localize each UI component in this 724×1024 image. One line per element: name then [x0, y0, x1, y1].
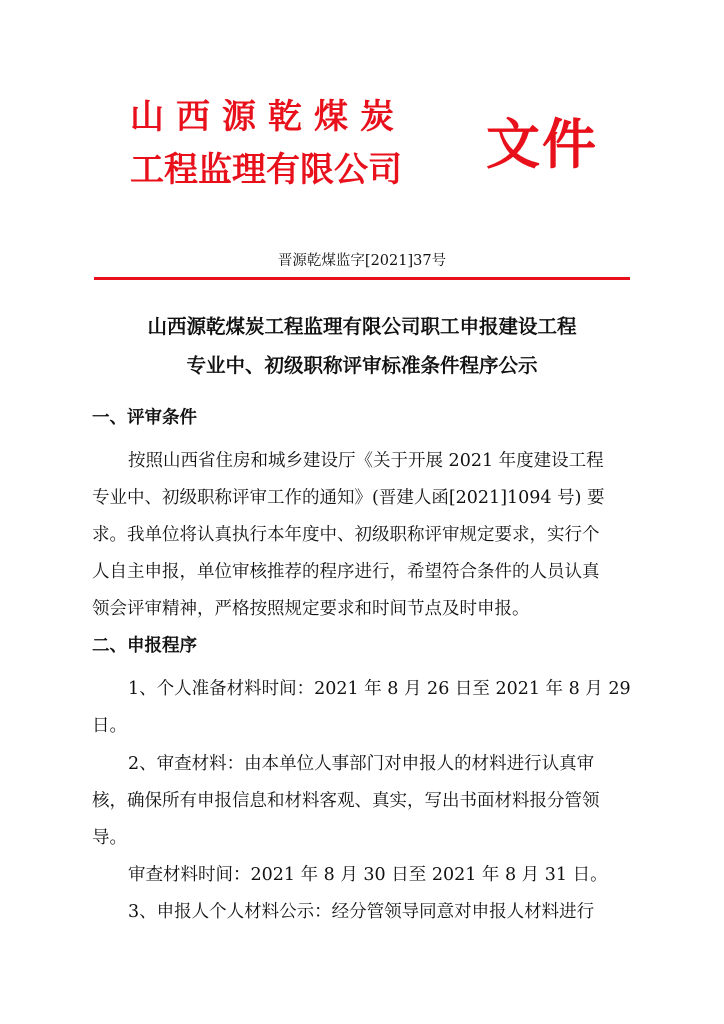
document-number: 晋源乾煤监字[2021]37号: [277, 253, 447, 269]
section2-item-line: 日。: [92, 716, 127, 736]
section2-item-line: 1、个人准备材料时间：2021 年 8 月 26 日至 2021 年 8 月 29: [128, 679, 631, 699]
section1-paragraph-line: 按照山西省住房和城乡建设厅《关于开展 2021 年度建设工程: [128, 451, 604, 471]
organization-name-line2: 工程监理有限公司: [130, 150, 402, 190]
section2-item-line: 导。: [92, 828, 127, 848]
organization-name-line1: 山西源乾煤炭: [130, 97, 406, 137]
document-title-line1: 山西源乾煤炭工程监理有限公司职工申报建设工程: [147, 315, 577, 338]
section2-heading: 二、申报程序: [92, 636, 197, 656]
section2-item-line: 2、审查材料：由本单位人事部门对申报人的材料进行认真审: [128, 754, 595, 774]
document-title-line2: 专业中、初级职称评审标准条件程序公示: [186, 354, 538, 377]
section1-paragraph-line: 求。我单位将认真执行本年度中、初级职称评审规定要求，实行个: [92, 525, 600, 545]
section1-heading: 一、评审条件: [92, 408, 197, 428]
section2-item-line: 3、申报人个人材料公示：经分管领导同意对申报人材料进行: [128, 902, 595, 922]
section2-item-line: 审查材料时间：2021 年 8 月 30 日至 2021 年 8 月 31 日。: [128, 865, 608, 885]
red-divider-line: [94, 277, 630, 280]
section1-paragraph-line: 领会评审精神，严格按照规定要求和时间节点及时申报。: [92, 599, 530, 619]
section1-paragraph-line: 专业中、初级职称评审工作的通知》(晋建人函[2021]1094 号) 要: [92, 488, 605, 508]
section1-paragraph-line: 人自主申报，单位审核推荐的程序进行，希望符合条件的人员认真: [92, 562, 600, 582]
document-type-label: 文件: [486, 113, 598, 176]
section2-item-line: 核，确保所有申报信息和材料客观、真实，写出书面材料报分管领: [92, 791, 600, 811]
issuing-organization: [130, 97, 406, 193]
